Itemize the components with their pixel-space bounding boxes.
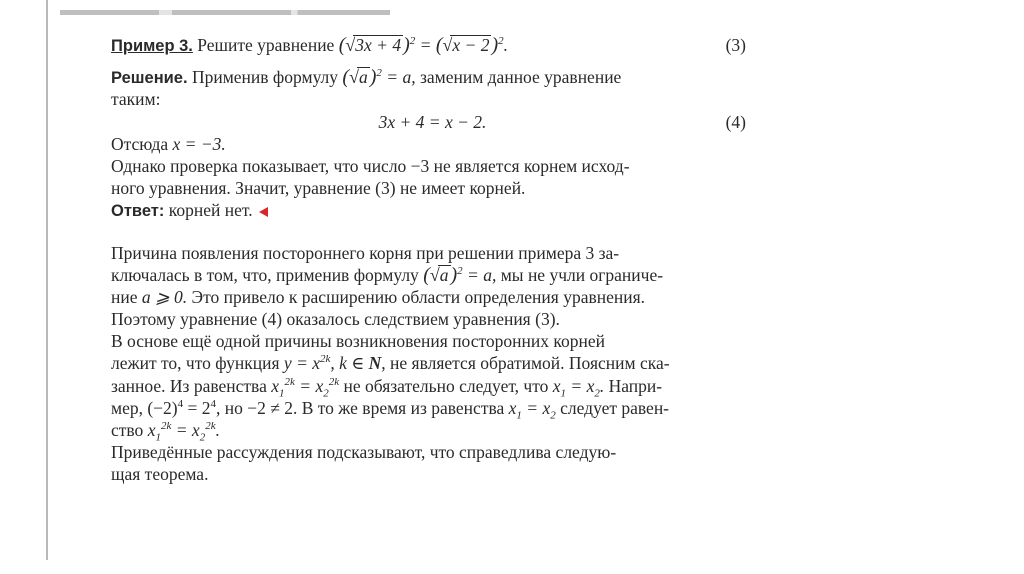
para2-line-4: мер, $(-2)^4 = 2^4$, но −2 ≠ 2. В то же время из равенства $x_1 = x_2$ следует равен-	[111, 397, 670, 422]
textbook-page	[111, 34, 754, 486]
para3-line-1: Приведённые рассуждения подсказывают, что справедлива следую-	[111, 442, 617, 463]
para1-line-1: Причина появления постороннего корня при решении примера 3 за-	[111, 242, 620, 263]
para1-line-4: Поэтому уравнение (4) оказалось следствием уравнения (3).	[111, 309, 560, 330]
solution-line-1: Решение. Применив формулу (√a )$^2$ = a, заменим данное уравнение	[111, 66, 622, 89]
example-label: Пример 3.	[111, 37, 193, 55]
para2-line-3: занное. Из равенства $x_1^{2k} = x_2^{2k}$ не обязательно следует, что $x_1 = x_2$. Напри-	[111, 375, 663, 400]
para2-line-2: лежит то, что функция $y = x^{2k}$, k ∈ N, не является обратимой. Поясним ска-	[111, 353, 670, 374]
para1-line-3: ние a ⩾ 0. Это привело к расширению области определения уравнения.	[111, 286, 646, 307]
solution-line-2: таким:	[111, 89, 161, 110]
check-line-2: ного уравнения. Значит, уравнение (3) не имеет корней.	[111, 178, 526, 199]
para1-line-2: ключалась в том, что, применив формулу (√a )$^2$ = a, мы не учли ограниче-	[111, 263, 664, 286]
example-equation: (√3x + 4 )$^2$ = (√x − 2 )$^2$.	[338, 34, 509, 56]
para2-line-1: В основе ещё одной причины возникновения посторонних корней	[111, 331, 606, 352]
equation-4: 3x + 4 = x − 2. (4)	[378, 111, 746, 132]
check-line-1: Однако проверка показывает, что число −3 не является корнем исход-	[111, 155, 630, 176]
answer-line: Ответ: корней нет.	[111, 199, 754, 221]
example-line	[111, 34, 754, 56]
answer-label: Ответ:	[111, 202, 165, 221]
hence-line: Отсюда x = −3.	[111, 133, 226, 154]
example-number: (3)	[725, 35, 746, 55]
page-border	[46, 0, 48, 560]
example-text: Решите уравнение	[197, 35, 335, 55]
equation-number: (4)	[725, 111, 746, 132]
para3-line-2: щая теорема.	[111, 464, 209, 485]
para2-line-5: ство $x_1^{2k} = x_2^{2k}$.	[111, 420, 220, 444]
formula: (√a )$^2$ = a,	[342, 66, 416, 89]
solution-label: Решение.	[111, 69, 188, 88]
end-marker-icon	[259, 207, 268, 217]
cropped-header-line	[60, 10, 390, 15]
